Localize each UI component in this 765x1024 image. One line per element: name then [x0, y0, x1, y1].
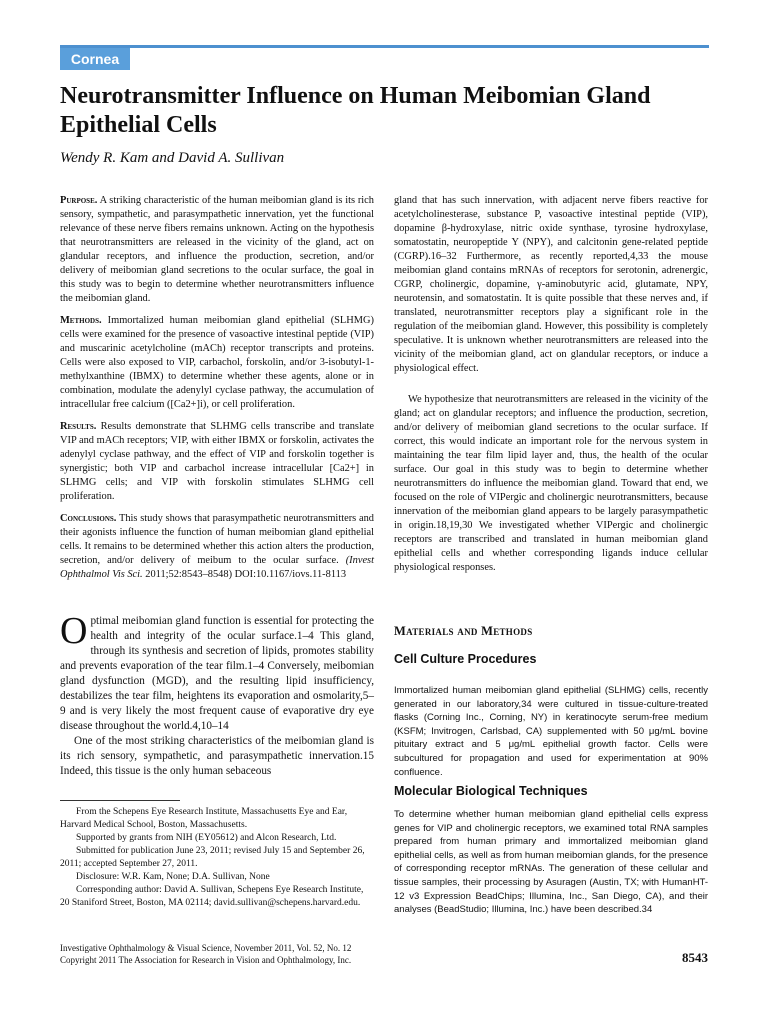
methods-label: Methods.: [60, 315, 102, 326]
affiliation-from: From the Schepens Eye Research Institute, Massachusetts Eye and Ear, Harvard Medical School, Boston, Massachusetts.: [60, 807, 348, 830]
citation-journal: (Invest Ophthalmol Vis Sci.: [60, 555, 374, 580]
abstract-conclusions: [60, 512, 374, 582]
affiliation-footnote: [60, 806, 374, 910]
abstract-purpose: [60, 194, 374, 306]
methods-text: Immortalized human meibomian gland epithelial (SLHMG) cells were examined for the presence of vasoactive intestinal peptide (VIP) and muscarinic acetylcholine (mACh) receptor transcripts and proteins. Cells were also exposed to VIP, carbachol, forskolin, and/or 3-isobutyl-1-methylxanthine (IBMX) to determine whether these agents, alone or in combination, modulate the adenylyl cyclase pathway, the accumulation of intracellular free calcium ([Ca2+]i), or cell proliferation.: [60, 315, 374, 410]
results-label: Results.: [60, 421, 97, 432]
section-heading-methods: Materials and Methods: [394, 624, 533, 638]
cell-culture-text: Immortalized human meibomian gland epithelial (SLHMG) cells, recently generated in our laboratory,34 were cultured in tissue-culture-treated flasks (Corning Inc., Corning, NY) in keratinocyte serum-free medium (KSFM; Invitrogen, Carlsbad, CA) supplemented with 50 μg/mL bovine pituitary extract and 5 μg/mL epithelial growth factor. Cells were subcultured for propagation and used for experimentation at 90% confluence.: [394, 685, 708, 778]
abstract-methods: [60, 314, 374, 412]
subheading-cell-culture: Cell Culture Procedures: [394, 652, 537, 666]
right-text-2: We hypothesize that neurotransmitters are released in the vicinity of the gland; act on glandular receptors; and influence the production, secretion, and/or delivery of meibomian gland secretions to the ocular surface. If correct, this would indicate an important role for the nervous system in maintaining the tear film lipid layer and, thus, the health of the ocular surface. Our goal in this study was to begin to determine whether neurotransmitters do influence the meibomian gland. Toward that end, we focused on the role of VIPergic and cholinergic neurotransmitters, because innervation of the meibomian gland appears to be largely parasympathetic in origin.18,19,30 We investigated whether VIPergic and cholinergic receptors are transcribed and translated in human meibomian gland epithelial cells and whether corresponding ligands induce cellular physiological responses.: [394, 394, 708, 573]
section-tag: Cornea: [60, 48, 130, 70]
drop-cap: O: [60, 610, 88, 652]
article-title: Neurotransmitter Influence on Human Meibomian Gland Epithelial Cells: [60, 83, 651, 138]
affiliation-support: Supported by grants from NIH (EY05612) and Alcon Research, Ltd.: [76, 833, 337, 843]
affiliation-disclosure: Disclosure: W.R. Kam, None; D.A. Sullivan, None: [76, 872, 270, 882]
page-footer: [60, 942, 351, 966]
affiliation-submitted: Submitted for publication June 23, 2011; revised July 15 and September 26, 2011; accepted September 27, 2011.: [60, 846, 365, 869]
results-text: Results demonstrate that SLHMG cells transcribe and translate VIP and mACh receptors; VIP, with either IBMX or forskolin, activates the adenylyl cyclase pathway, and the effect of VIP and forskolin together is synergistic; both VIP and carbachol increase intracellular [Ca2+] in SLHMG cells; and VIP with forskolin stimulates SLHMG cell proliferation.: [60, 421, 374, 502]
introduction: [60, 610, 374, 779]
molecular-text: To determine whether human meibomian gland epithelial cells express genes for VIP and cholinergic receptors, we examined total RNA samples prepared from human primary and immortalized meibomian gland epithelial cells, as well as from human meibomian glands, for the presence of corresponding receptor mRNAs. The generation of these cellular and tissue samples, their processing by Asuragen (Austin, TX; with HumanHT-12 v3 Expression BeadChips; Illumina, Inc., San Diego, CA), and their analyses (BeadStudio; Illumina, Inc.) have been described.34: [394, 809, 708, 916]
page-number: 8543: [682, 950, 708, 965]
intro-paragraph-1: [60, 610, 374, 734]
citation-details: 2011;52:8543–8548) DOI:10.1167/iovs.11-8113: [145, 569, 347, 580]
footnote-rule: [60, 800, 180, 801]
purpose-label: Purpose.: [60, 195, 98, 206]
purpose-text: A striking characteristic of the human meibomian gland is its rich sensory, sympathetic, and parasympathetic innervation, yet the functional relevance of these nerve fibers remains unknown. Acting on the hypothesis that neurotransmitters are released in the vicinity of the gland, act on glandular receptors, and influence the production, secretion, and/or delivery of meibomian gland secretions to the ocular surface, the goal in this study was to begin to determine whether neurotransmitters influence the meibomian gland.: [60, 195, 374, 304]
footer-journal-line: Investigative Ophthalmology & Visual Science, November 2011, Vol. 52, No. 12: [60, 943, 352, 953]
intro-text-1: ptimal meibomian gland function is essential for protecting the health and integrity of the ocular surface.1–4 This gland, through its synthesis and secretion of lipids, promotes stability and prevents evaporation of the tear film.1–4 Conversely, meibomian gland dysfunction (MGD), and the resulting lipid insufficiency, destabilizes the tear film, heightens its evaporation and osmolarity,5–9 and is very likely the most frequent cause of evaporative dry eye disease throughout the world.4,10–14: [60, 615, 374, 732]
author-line: Wendy R. Kam and David A. Sullivan: [60, 150, 285, 166]
right-paragraph-1: [394, 194, 708, 382]
right-paragraph-2: [394, 393, 708, 581]
conclusions-text: This study shows that parasympathetic neurotransmitters and their agonists influence the function of human meibomian gland epithelial cells. It remains to be determined whether this action alters the production, secretion, and/or delivery of meibum to the ocular surface.: [60, 513, 374, 566]
intro-paragraph-2: One of the most striking characteristics of the meibomian gland is its rich sensory, sympathetic, and parasympathetic innervation.15 Indeed, this tissue is the only human sebaceous: [60, 735, 374, 777]
section-rule: [60, 45, 709, 48]
conclusions-label: Conclusions.: [60, 513, 117, 524]
footer-copyright-line: Copyright 2011 The Association for Research in Vision and Ophthalmology, Inc.: [60, 955, 352, 965]
abstract: [60, 194, 374, 590]
affiliation-correspondence: Corresponding author: David A. Sullivan, Schepens Eye Research Institute, 20 Staniford Street, Boston, MA 02114; david.sullivan@schepens.harvard.edu.: [60, 885, 364, 908]
subheading-molecular: Molecular Biological Techniques: [394, 784, 588, 798]
right-text-1: gland that has such innervation, with adjacent nerve fibers reactive for acetylcholinesterase, substance P, vasoactive intestinal peptide (VIP), dopamine β-hydroxylase, nitric oxide synthase, tyrosine hydroxylase, somatostatin, neuropeptide Y (NPY), and calcitonin gene-related peptide (CGRP).16–32 Furthermore, as recently reported,4,33 the mouse meibomian gland contains mRNAs of receptors for serotonin, adrenergic, CGRP, cholinergic, dopamine, γ-aminobutyric acid, glutamate, NPY, neurotensin, and somatostatin. It is quite possible that these nerves and, if translated, neurotransmitter receptors play a significant role in the regulation of the meibomian gland. However, this possibility is completely speculative. It is unknown whether neurotransmitters are released into the vicinity of the meibomian gland, act on glandular receptors, or induce a physiological effect.: [394, 195, 708, 374]
abstract-results: [60, 420, 374, 504]
